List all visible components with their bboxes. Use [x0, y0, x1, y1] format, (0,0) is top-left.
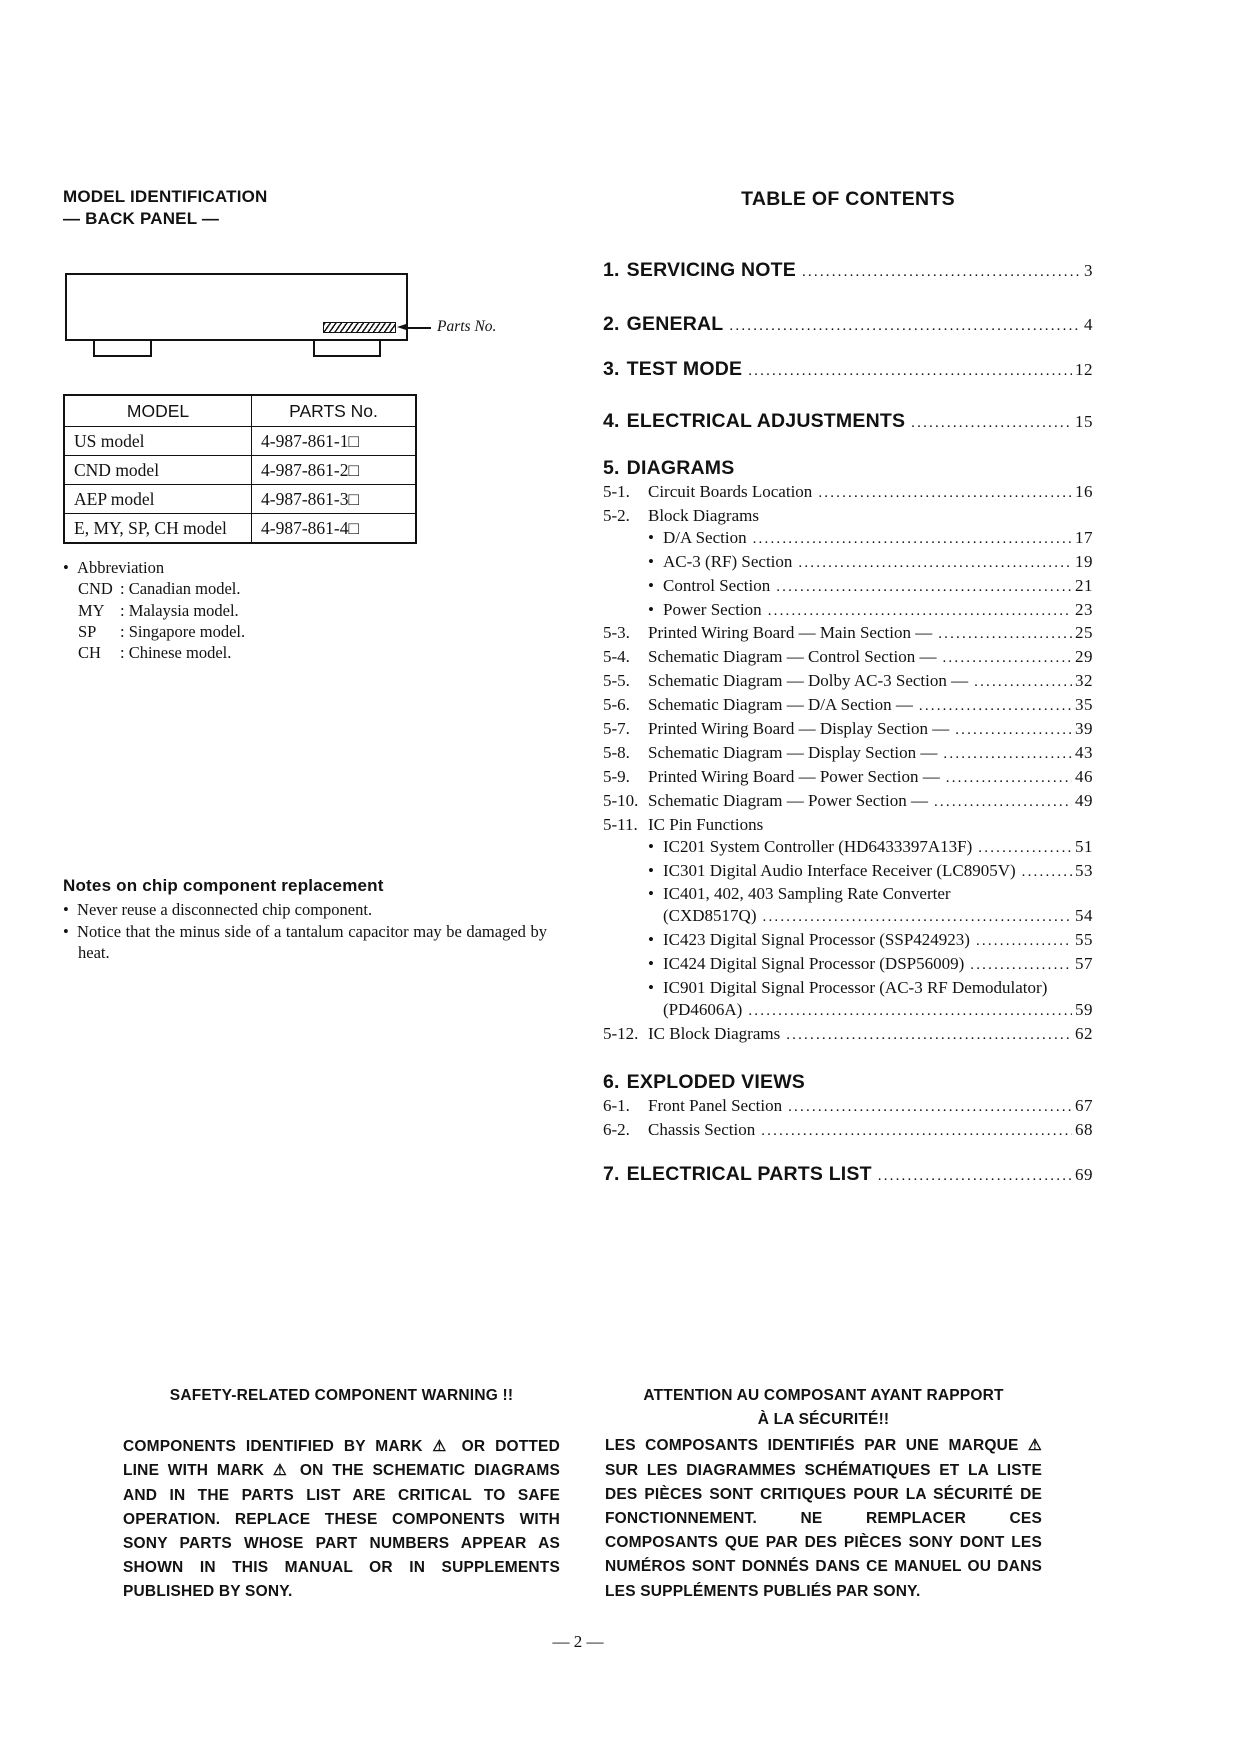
chip-notes-block	[63, 876, 547, 964]
toc-entry-number: 2.	[603, 313, 620, 335]
toc-entry-number: 5-10.	[603, 790, 639, 810]
dot-leader	[802, 259, 1081, 285]
toc-entry	[603, 860, 1093, 884]
safety-warning-french-heading-line2: À LA SÉCURITÉ!!	[757, 1411, 890, 1429]
chip-notes-list	[63, 899, 547, 964]
model-cell: E, MY, SP, CH model	[64, 514, 252, 544]
dot-leader	[938, 624, 1072, 646]
toc-entry-number: 6-2.	[603, 1119, 630, 1139]
toc-entry-number: 5-6.	[603, 695, 630, 715]
toc-entry	[603, 622, 1093, 646]
abbreviation-meaning: : Chinese model.	[120, 643, 232, 663]
toc-page-number: 16	[1075, 482, 1093, 501]
bullet-icon	[648, 599, 663, 621]
toc-page-number: 67	[1075, 1095, 1093, 1115]
toc-page-number: 55	[1075, 930, 1093, 950]
abbreviation-code: CND	[78, 579, 113, 599]
abbreviation-block	[63, 557, 245, 663]
toc-entry-label: SERVICING NOTE	[626, 259, 796, 281]
abbreviation-list	[63, 578, 245, 663]
toc-entry	[603, 1095, 1093, 1119]
back-panel-diagram	[63, 241, 545, 376]
toc-entry-number: 3.	[603, 358, 620, 380]
toc-entry	[603, 766, 1093, 790]
toc-entry-number: 5.	[603, 457, 620, 479]
toc-entry-label: (PD4606A)	[663, 999, 743, 1019]
toc-entry	[603, 481, 1093, 505]
dot-leader	[748, 358, 1072, 384]
toc-page-number: 29	[1075, 647, 1093, 667]
note-item: • Notice that the minus side of a tantalum capacitor may be damaged by heat.	[63, 921, 547, 964]
parts-no-cell: 4-987-861-2□	[252, 456, 417, 485]
model-cell: AEP model	[64, 485, 252, 514]
toc-entry	[603, 718, 1093, 742]
col-header-model: MODEL	[64, 395, 252, 427]
dot-leader	[1022, 862, 1072, 884]
toc-page-number: 12	[1075, 360, 1093, 379]
toc-page-number: 25	[1075, 623, 1093, 643]
dot-leader	[946, 768, 1072, 790]
toc-entry-label: Schematic Diagram — Display Section —	[648, 742, 938, 762]
toc-page-number: 4	[1084, 315, 1093, 334]
dot-leader	[788, 1097, 1072, 1119]
toc-entry-label: ELECTRICAL ADJUSTMENTS	[626, 410, 906, 432]
toc-page-number: 3	[1084, 261, 1093, 280]
toc-section-heading	[603, 257, 1093, 285]
abbreviation-code: SP	[78, 621, 97, 641]
abbreviation-item	[78, 578, 245, 599]
toc-entry-label: Circuit Boards Location	[648, 482, 813, 501]
toc-entry-number: 5-1.	[603, 482, 630, 501]
panel-foot-left	[93, 339, 152, 357]
toc-entry-number: 5-9.	[603, 766, 630, 786]
abbreviation-meaning: : Malaysia model.	[120, 600, 239, 620]
toc-page-number: 46	[1075, 766, 1093, 786]
toc-page-number: 69	[1075, 1164, 1093, 1184]
safety-warning-english-heading: SAFETY-RELATED COMPONENT WARNING !!	[169, 1387, 514, 1404]
toc-entry-label: Schematic Diagram — Control Section —	[648, 647, 937, 667]
dot-leader	[729, 313, 1081, 339]
toc-section-heading	[603, 408, 1093, 436]
bullet-icon	[648, 860, 663, 882]
toc-page-number: 19	[1075, 551, 1093, 571]
toc-entry-number: 5-11.	[603, 814, 638, 834]
model-table-body	[64, 427, 416, 544]
toc-entry	[603, 742, 1093, 766]
toc-entry-number: 6-1.	[603, 1095, 630, 1115]
toc-entry-label: Chassis Section	[648, 1119, 756, 1139]
panel-foot-right	[313, 339, 381, 357]
toc-entry	[603, 790, 1093, 814]
toc-entry-number: 4.	[603, 410, 620, 432]
abbreviation-code: CH	[78, 643, 101, 663]
toc-entry-number: 1.	[603, 259, 620, 281]
toc-entry-label: IC Pin Functions	[648, 814, 764, 834]
dot-leader	[818, 483, 1072, 505]
dot-leader	[761, 1121, 1072, 1143]
bullet-icon	[648, 977, 663, 999]
toc-entry	[603, 1119, 1093, 1143]
safety-warning-english-body: COMPONENTS IDENTIFIED BY MARK ⚠ OR DOTTED LINE WITH MARK ⚠ ON THE SCHEMATIC DIAGRAMS AND IN THE PARTS LIST ARE CRITICAL TO SAFE OPERATION. REPLACE THESE COMPONENTS WITH SONY PARTS WHOSE PART NUMBERS APPEAR AS SHOWN IN THIS MANUAL OR IN SUPPLEMENTS PUBLISHED BY SONY.	[123, 1438, 560, 1601]
toc-entry-number: 5-8.	[603, 742, 630, 762]
abbreviation-item	[78, 621, 245, 642]
toc-entry-number: 5-7.	[603, 719, 630, 739]
toc-entry-number: 5-3.	[603, 623, 630, 643]
chip-notes-title: Notes on chip component replacement	[63, 876, 384, 895]
bullet-icon	[648, 527, 663, 549]
dot-leader	[976, 931, 1072, 953]
toc-entry	[603, 599, 1093, 623]
dot-leader	[934, 792, 1072, 814]
toc-entry-label: D/A Section	[663, 527, 747, 547]
table-of-contents	[540, 188, 1093, 1188]
table-header-row	[64, 395, 416, 427]
toc-page-number: 62	[1075, 1023, 1093, 1043]
toc-entry-label: TEST MODE	[626, 358, 743, 380]
toc-entry-number: 6.	[603, 1070, 620, 1093]
toc-entry-label: Front Panel Section	[648, 1095, 783, 1115]
model-identification-heading	[63, 186, 268, 230]
toc-entry-label: Printed Wiring Board — Main Section —	[648, 623, 933, 643]
toc-entries	[540, 257, 1093, 1189]
toc-entry-label: Printed Wiring Board — Power Section —	[648, 766, 940, 786]
bullet-icon	[648, 551, 663, 573]
toc-entry-label: Power Section	[663, 599, 762, 619]
toc-page-number: 57	[1075, 954, 1093, 974]
abbreviation-meaning: : Singapore model.	[120, 621, 246, 641]
abbreviation-item	[78, 642, 245, 663]
dot-leader	[748, 1001, 1072, 1023]
dot-leader	[942, 648, 1072, 670]
dot-leader	[768, 601, 1072, 623]
safety-warning-english	[123, 1384, 560, 1605]
toc-entry-label: IC901 Digital Signal Processor (AC-3 RF Demodulator)	[663, 978, 1048, 998]
toc-entry-label: IC301 Digital Audio Interface Receiver (LC8905V)	[663, 860, 1016, 880]
toc-section-heading	[603, 356, 1093, 384]
abbreviation-meaning: : Canadian model.	[120, 579, 241, 599]
toc-entry-label: IC401, 402, 403 Sampling Rate Converter	[663, 884, 951, 904]
toc-page-number: 43	[1075, 742, 1093, 762]
dot-leader	[763, 907, 1073, 929]
toc-entry-label: Control Section	[663, 575, 771, 595]
toc-entry-number: 5-5.	[603, 671, 630, 691]
toc-entry-label: Printed Wiring Board — Display Section —	[648, 719, 950, 739]
dot-leader	[911, 410, 1072, 436]
dot-leader	[878, 1163, 1072, 1189]
toc-entry	[603, 1023, 1093, 1047]
note-item: • Never reuse a disconnected chip component.	[63, 899, 547, 921]
toc-entry	[603, 977, 1093, 999]
dot-leader	[974, 672, 1072, 694]
toc-entry	[603, 575, 1093, 599]
toc-entry-label: DIAGRAMS	[626, 457, 735, 479]
toc-entry-label: (CXD8517Q)	[663, 906, 757, 926]
toc-entry	[603, 527, 1093, 551]
toc-entry-label: GENERAL	[626, 313, 724, 335]
toc-page-number: 35	[1075, 695, 1093, 715]
abbreviation-title: • Abbreviation	[63, 557, 245, 578]
toc-entry	[603, 814, 1093, 836]
toc-page-number: 32	[1075, 671, 1093, 691]
safety-warning-french-body: LES COMPOSANTS IDENTIFIÉS PAR UNE MARQUE ⚠ SUR LES DIAGRAMMES SCHÉMATIQUES ET LA LISTE DES PIÈCES SONT CRITIQUES POUR LA SÉCURITÉ DE FONCTIONNEMENT. NE REMPLACER CES COMPOSANTS QUE PAR DES PIÈCES SONY DONT LES NUMÉROS SONT DONNÉS DANS CE MANUEL OU DANS LES SUPPLÉMENTS PUBLIÉS PAR SONY.	[605, 1437, 1042, 1600]
dot-leader	[970, 955, 1072, 977]
dot-leader	[776, 577, 1072, 599]
toc-entry	[603, 883, 1093, 905]
toc-entry-label: IC424 Digital Signal Processor (DSP56009)	[663, 954, 965, 974]
dot-leader	[798, 553, 1072, 575]
toc-entry	[603, 999, 1093, 1023]
bullet-icon	[648, 953, 663, 975]
toc-entry-label: Schematic Diagram — Power Section —	[648, 790, 928, 810]
toc-entry-number: 5-2.	[603, 505, 630, 525]
parts-no-cell: 4-987-861-3□	[252, 485, 417, 514]
toc-entry	[603, 646, 1093, 670]
toc-page-number: 59	[1075, 999, 1093, 1019]
toc-section-heading	[603, 311, 1093, 339]
table-row	[64, 485, 416, 514]
toc-section-heading	[603, 1069, 1093, 1095]
toc-section-heading	[603, 455, 1093, 481]
safety-warning-french-heading-line1: ATTENTION AU COMPOSANT AYANT RAPPORT	[643, 1387, 1004, 1404]
toc-page-number: 53	[1075, 860, 1093, 880]
model-cell: CND model	[64, 456, 252, 485]
abbreviation-item	[78, 600, 245, 621]
toc-page-number: 51	[1075, 836, 1093, 856]
toc-entry-label: ELECTRICAL PARTS LIST	[626, 1162, 872, 1185]
toc-page-number: 17	[1075, 527, 1093, 547]
toc-entry	[603, 836, 1093, 860]
abbreviation-code: MY	[78, 600, 105, 620]
model-cell: US model	[64, 427, 252, 456]
col-header-parts-no: PARTS No.	[252, 395, 417, 427]
table-row	[64, 427, 416, 456]
toc-entry-label: IC423 Digital Signal Processor (SSP424923)	[663, 930, 970, 950]
toc-entry	[603, 670, 1093, 694]
dot-leader	[919, 696, 1072, 718]
toc-entry	[603, 551, 1093, 575]
toc-page-number: 15	[1075, 412, 1093, 431]
toc-entry-label: IC Block Diagrams	[648, 1023, 781, 1043]
dot-leader	[753, 529, 1072, 551]
toc-entry	[603, 505, 1093, 527]
parts-no-cell: 4-987-861-1□	[252, 427, 417, 456]
toc-entry-number: 5-12.	[603, 1023, 639, 1043]
bullet-icon	[648, 883, 663, 905]
toc-entry	[603, 953, 1093, 977]
page-number-footer: — 2 —	[552, 1632, 604, 1651]
bullet-icon	[648, 929, 663, 951]
toc-entry-label: IC201 System Controller (HD6433397A13F)	[663, 836, 973, 856]
parts-no-cell: 4-987-861-4□	[252, 514, 417, 544]
dot-leader	[978, 838, 1072, 860]
dot-leader	[955, 720, 1072, 742]
toc-page-number: 39	[1075, 719, 1093, 739]
toc-entry-label: AC-3 (RF) Section	[663, 551, 793, 571]
toc-entry	[603, 694, 1093, 718]
toc-page-number: 54	[1075, 906, 1093, 926]
toc-entry	[603, 905, 1093, 929]
toc-entry-number: 5-4.	[603, 647, 630, 667]
dot-leader	[786, 1025, 1072, 1047]
toc-entry-label: Block Diagrams	[648, 505, 759, 525]
bullet-icon	[648, 575, 663, 597]
safety-warning-french	[605, 1384, 1042, 1604]
toc-entry-number: 7.	[603, 1162, 620, 1185]
toc-page-number: 21	[1075, 575, 1093, 595]
arrow-line	[405, 327, 431, 329]
parts-no-label: Parts No.	[437, 318, 497, 335]
table-row	[64, 456, 416, 485]
toc-page-number: 49	[1075, 790, 1093, 810]
toc-entry-label: EXPLODED VIEWS	[626, 1070, 806, 1093]
model-identification-title: MODEL IDENTIFICATION	[63, 187, 268, 206]
model-parts-table	[63, 394, 417, 544]
dot-leader	[943, 744, 1072, 766]
toc-section-heading	[603, 1161, 1093, 1189]
toc-entry-label: Schematic Diagram — D/A Section —	[648, 695, 913, 715]
bullet-icon	[648, 836, 663, 858]
parts-no-sticker	[323, 322, 396, 333]
toc-title: TABLE OF CONTENTS	[741, 188, 955, 210]
toc-entry-label: Schematic Diagram — Dolby AC-3 Section —	[648, 671, 969, 691]
table-row	[64, 514, 416, 544]
toc-page-number: 23	[1075, 599, 1093, 619]
toc-page-number: 68	[1075, 1119, 1093, 1139]
toc-entry	[603, 929, 1093, 953]
back-panel-subtitle: — BACK PANEL —	[63, 209, 220, 228]
